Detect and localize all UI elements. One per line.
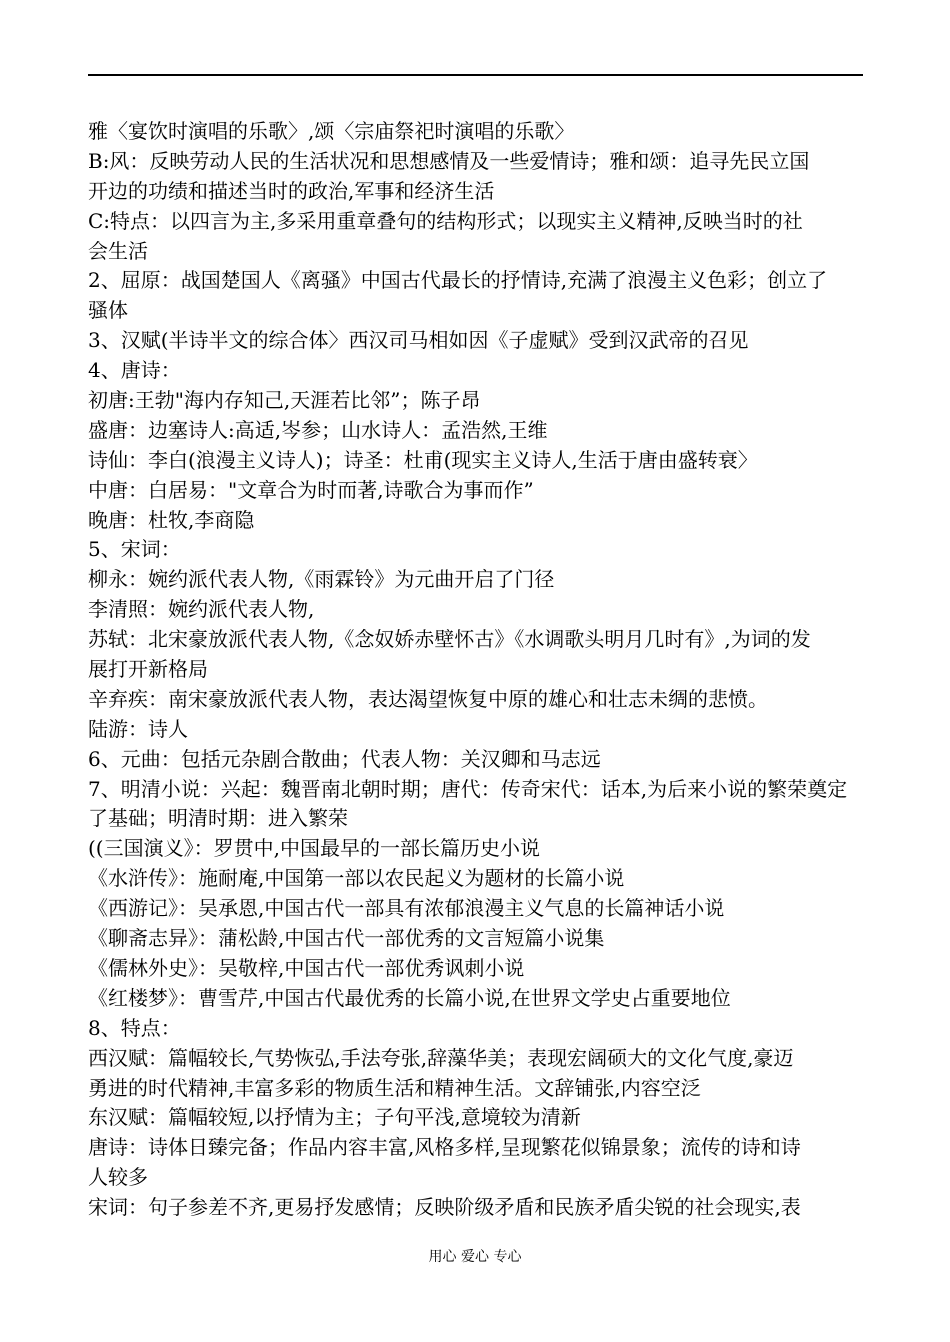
document-body — [88, 117, 868, 1223]
text-line: 晚唐：杜牧,李商隐 — [88, 507, 255, 532]
text-line: 初唐:王勃"海内存知己,天涯若比邻”；陈子昂 — [88, 388, 481, 413]
text-line: 苏轼：北宋豪放派代表人物,《念奴娇赤壁怀古》《水调歌头明月几时有》,为词的发 — [88, 627, 811, 652]
text-line: 5、宋词： — [88, 537, 181, 562]
text-line: 勇进的时代精神,丰富多彩的物质生活和精神生活。文辞铺张,内容空泛 — [88, 1075, 701, 1100]
text-line: 陆游：诗人 — [88, 716, 188, 741]
text-line: 《西游记》：吴承恩,中国古代一部具有浓郁浪漫主义气息的长篇神话小说 — [88, 896, 725, 921]
text-line: 雅〈宴饮时演唱的乐歌〉,颂〈宗庙祭祀时演唱的乐歌〉 — [88, 119, 575, 143]
header-rule — [88, 74, 863, 76]
text-line: B:风：反映劳动人民的生活状况和思想感情及一些爱情诗；雅和颂：追寻先民立国 — [88, 148, 810, 173]
text-line: 《儒林外史》：吴敬梓,中国古代一部优秀讽刺小说 — [88, 955, 525, 980]
text-line: 柳永：婉约派代表人物,《雨霖铃》为元曲开启了门径 — [88, 567, 555, 592]
text-line: 盛唐：边塞诗人:高适,岑参；山水诗人：孟浩然,王维 — [88, 417, 548, 442]
text-line: 诗仙：李白(浪漫主义诗人)；诗圣：杜甫(现实主义诗人,生活于唐由盛转衰〉 — [88, 447, 758, 472]
text-line: 8、特点： — [88, 1015, 181, 1040]
text-line: 6、元曲：包括元杂剧合散曲；代表人物：关汉卿和马志远 — [88, 746, 601, 771]
text-line: 辛弃疾：南宋豪放派代表人物，表达渴望恢复中原的雄心和壮志未绸的悲愤。 — [88, 686, 768, 711]
text-line: 中唐：白居易："文章合为时而著,诗歌合为事而作” — [88, 477, 534, 502]
text-line: 2、屈原：战国楚国人《离骚》中国古代最长的抒情诗,充满了浪漫主义色彩；创立了 — [88, 268, 828, 293]
text-line: 李清照：婉约派代表人物, — [88, 597, 315, 622]
text-line: 展打开新格局 — [88, 657, 208, 682]
text-line: 人较多 — [88, 1165, 148, 1190]
text-line: C:特点：以四言为主,多采用重章叠句的结构形式；以现实主义精神,反映当时的社 — [88, 208, 803, 233]
text-line: ((三国演义》：罗贯中,中国最早的一部长篇历史小说 — [88, 836, 540, 861]
text-line: 会生活 — [88, 238, 148, 263]
text-line: 唐诗：诗体日臻完备；作品内容丰富,风格多样,呈现繁花似锦景象；流传的诗和诗 — [88, 1135, 801, 1160]
text-line: 《红楼梦》：曹雪芹,中国古代最优秀的长篇小说,在世界文学史占重要地位 — [88, 985, 731, 1010]
page-footer: 用心 爱心 专心 — [428, 1249, 522, 1265]
text-line: 7、明清小说：兴起：魏晋南北朝时期；唐代：传奇宋代：话本,为后来小说的繁荣奠定 — [88, 776, 848, 801]
text-line: 4、唐诗： — [88, 358, 181, 383]
text-line: 东汉赋：篇幅较短,以抒情为主；子句平浅,意境较为清新 — [88, 1105, 581, 1130]
text-line: 西汉赋：篇幅较长,气势恢弘,手法夸张,辞藻华美；表现宏阔硕大的文化气度,豪迈 — [88, 1045, 794, 1070]
text-line: 《水浒传》：施耐庵,中国第一部以农民起义为题材的长篇小说 — [88, 866, 625, 891]
text-line: 骚体 — [88, 298, 128, 323]
text-line: 宋词：句子参差不齐,更易抒发感情；反映阶级矛盾和民族矛盾尖锐的社会现实,表 — [88, 1195, 801, 1220]
text-line: 了基础；明清时期：进入繁荣 — [88, 806, 348, 831]
text-line: 开边的功绩和描述当时的政治,军事和经济生活 — [88, 178, 495, 203]
text-line: 《聊斋志异》：蒲松龄,中国古代一部优秀的文言短篇小说集 — [88, 926, 605, 951]
text-line: 3、汉赋(半诗半文的综合体〉西汉司马相如因《子虚赋》受到汉武帝的召见 — [88, 328, 749, 353]
